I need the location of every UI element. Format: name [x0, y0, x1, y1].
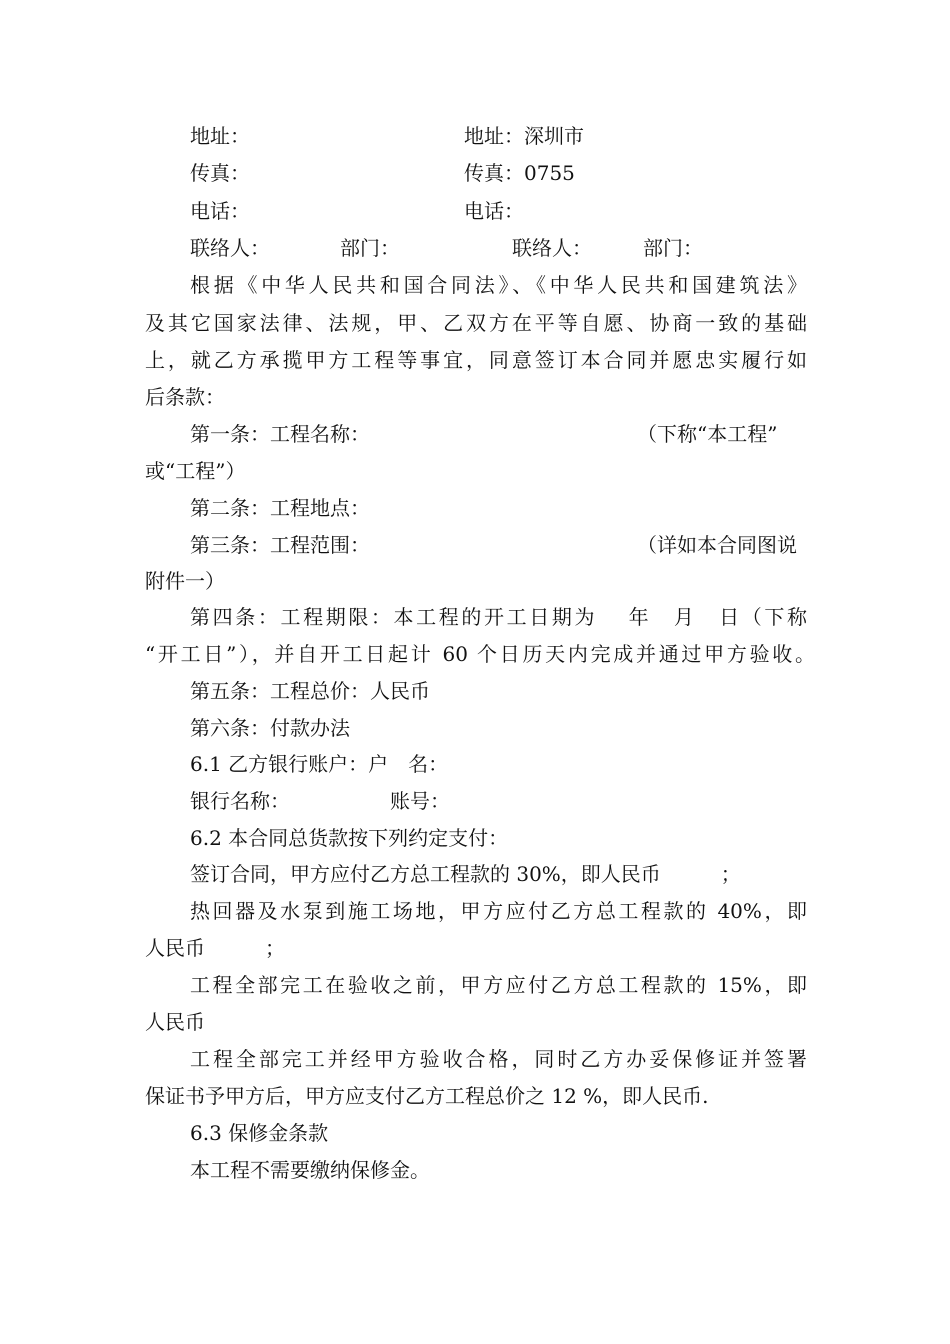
preamble-line: 上，就乙方承揽甲方工程等事宜，同意签订本合同并愿忠实履行如	[145, 348, 807, 372]
article-2: 第二条：工程地点：	[190, 496, 370, 520]
bank-account-line: 6.1 乙方银行账户：户 名：	[190, 752, 449, 776]
article-1: 第一条：工程名称：	[190, 422, 370, 446]
party-a-fax: 传真：	[190, 161, 250, 185]
article-1-suffix: （下称“本工程”	[637, 422, 778, 446]
bank-name: 银行名称：	[190, 789, 290, 813]
payment-stage-3: 工程全部完工在验收之前，甲方应付乙方总工程款的 15%，即	[190, 973, 807, 997]
article-5: 第五条：工程总价：人民币	[190, 679, 430, 703]
account-number: 账号：	[390, 789, 450, 813]
article-1-cont: 或“工程”）	[145, 459, 246, 483]
article-3-suffix: （详如本合同图说	[637, 533, 797, 557]
party-a-dept: 部门：	[340, 236, 400, 260]
party-b-address: 地址：深圳市	[464, 124, 584, 148]
payment-stage-4-cont: 保证书予甲方后，甲方应支付乙方工程总价之 12 %，即人民币.	[145, 1084, 709, 1108]
party-a-address: 地址：	[190, 124, 250, 148]
party-a-contact: 联络人：	[190, 236, 270, 260]
party-b-phone: 电话：	[464, 199, 524, 223]
warranty-heading: 6.3 保修金条款	[190, 1121, 329, 1145]
payment-stage-2-cont: 人民币 ；	[145, 936, 285, 960]
preamble-line: 及其它国家法律、法规，甲、乙双方在平等自愿、协商一致的基础	[145, 311, 807, 335]
article-4: 第四条：工程期限：本工程的开工日期为 年 月 日（下称	[190, 605, 807, 629]
payment-stage-4: 工程全部完工并经甲方验收合格，同时乙方办妥保修证并签署	[190, 1047, 807, 1071]
article-3: 第三条：工程范围：	[190, 533, 370, 557]
article-4-cont: “开工日”），并自开工日起计 60 个日历天内完成并通过甲方验收。	[145, 642, 815, 666]
payment-stage-1: 签订合同，甲方应付乙方总工程款的 30%，即人民币 ；	[190, 862, 741, 886]
payment-stage-2: 热回器及水泵到施工场地，甲方应付乙方总工程款的 40%，即	[190, 899, 807, 923]
party-b-fax: 传真：0755	[464, 161, 575, 185]
warranty-text: 本工程不需要缴纳保修金。	[190, 1158, 430, 1182]
payment-terms-heading: 6.2 本合同总货款按下列约定支付：	[190, 826, 509, 850]
article-3-cont: 附件一）	[145, 569, 225, 593]
party-b-contact: 联络人：	[512, 236, 592, 260]
payment-stage-3-cont: 人民币	[145, 1010, 205, 1034]
preamble-line: 根据《中华人民共和国合同法》、《中华人民共和国建筑法》	[190, 273, 807, 297]
party-b-dept: 部门：	[643, 236, 703, 260]
preamble-line: 后条款：	[145, 385, 225, 409]
party-a-phone: 电话：	[190, 199, 250, 223]
article-6: 第六条：付款办法	[190, 716, 350, 740]
